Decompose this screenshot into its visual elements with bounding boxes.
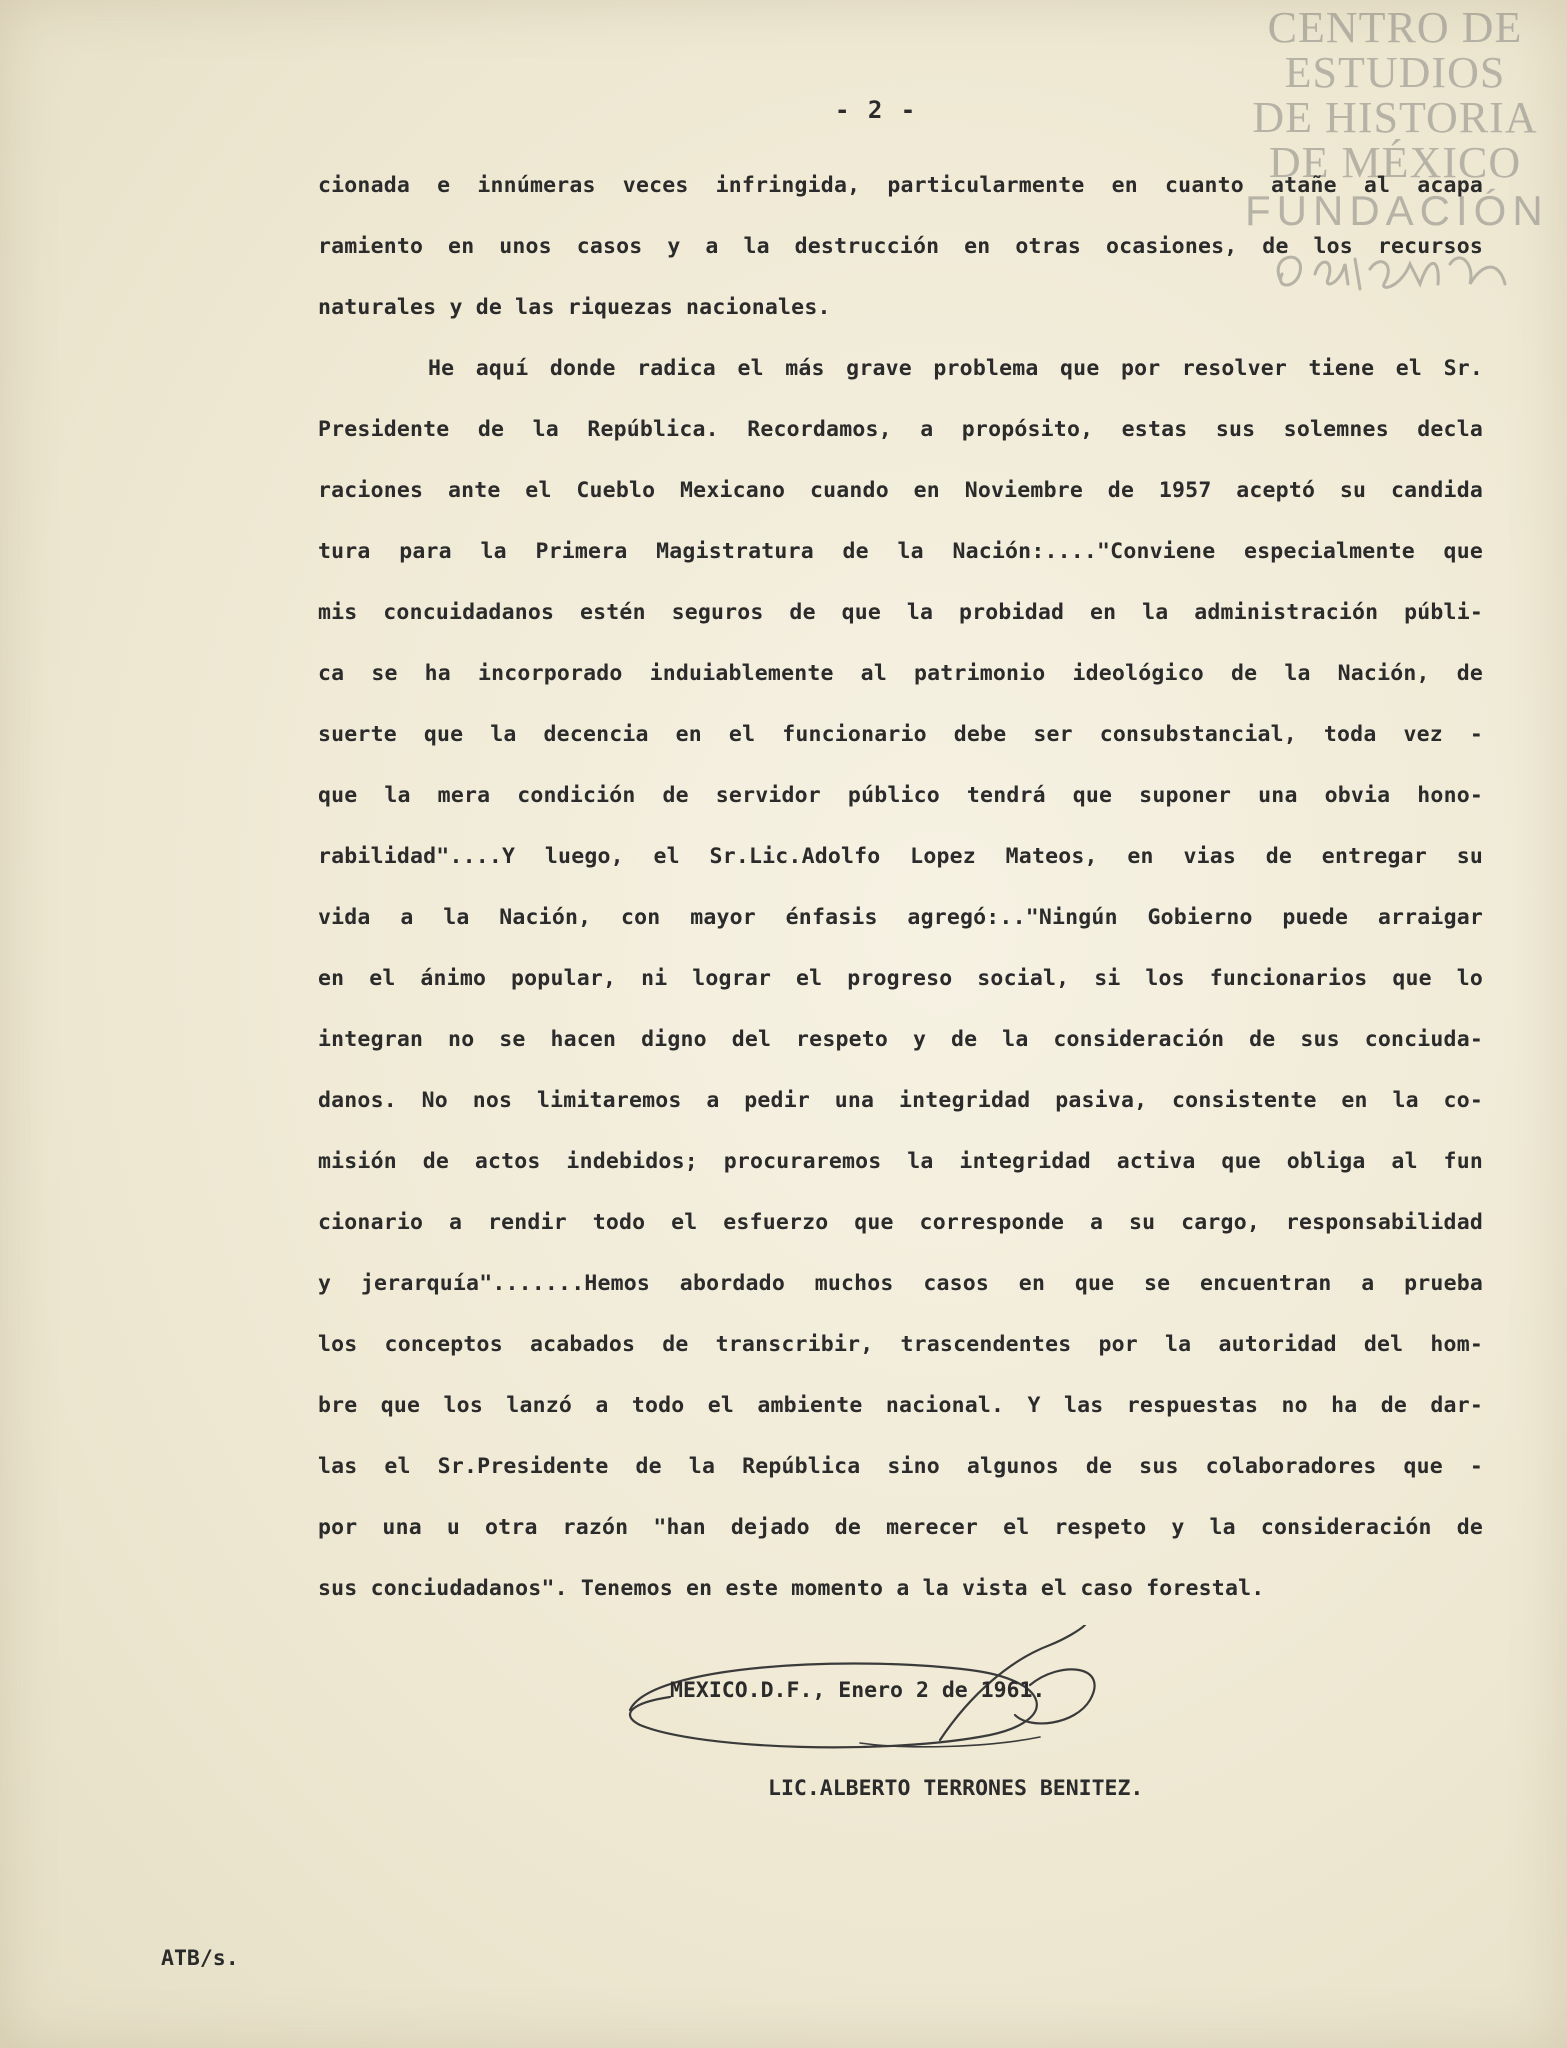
signatory-name: LIC.ALBERTO TERRONES BENITEZ. xyxy=(768,1776,1144,1801)
text-line: por una u otra razón "han dejado de merecer el respeto y la consideración de xyxy=(318,1515,1483,1540)
text-line: vida a la Nación, con mayor énfasis agregó:.."Ningún Gobierno puede arraigar xyxy=(318,905,1483,930)
text-line: bre que los lanzó a todo el ambiente nacional. Y las respuestas no ha de dar- xyxy=(318,1393,1483,1418)
text-line: raciones ante el Cueblo Mexicano cuando en Noviembre de 1957 aceptó su candida xyxy=(318,478,1483,503)
text-line: mis concuidadanos estén seguros de que la probidad en la administración públi- xyxy=(318,600,1483,625)
watermark-line: ESTUDIOS xyxy=(1284,47,1506,97)
text-line: He aquí donde radica el más grave problema que por resolver tiene el Sr. xyxy=(428,356,1483,381)
text-line: ca se ha incorporado induiablemente al patrimonio ideológico de la Nación, de xyxy=(318,661,1483,686)
text-line: Presidente de la República. Recordamos, a propósito, estas sus solemnes decla xyxy=(318,417,1483,442)
text-line: que la mera condición de servidor público tendrá que suponer una obvia hono- xyxy=(318,783,1483,808)
text-line: y jerarquía".......Hemos abordado muchos casos en que se encuentran a prueba xyxy=(318,1271,1483,1296)
text-line: suerte que la decencia en el funcionario debe ser consubstancial, toda vez - xyxy=(318,722,1483,747)
text-line: danos. No nos limitaremos a pedir una integridad pasiva, consistente en la co- xyxy=(318,1088,1483,1113)
text-line: naturales y de las riquezas nacionales. xyxy=(318,295,831,320)
text-line: cionario a rendir todo el esfuerzo que corresponde a su cargo, responsabilidad xyxy=(318,1210,1483,1235)
text-line: ramiento en unos casos y a la destrucción en otras ocasiones, de los recursos xyxy=(318,234,1483,259)
text-line: integran no se hacen digno del respeto y de la consideración de sus conciuda- xyxy=(318,1027,1483,1052)
place-date: MEXICO.D.F., Enero 2 de 1961. xyxy=(670,1678,1046,1703)
text-line: rabilidad"....Y luego, el Sr.Lic.Adolfo Lopez Mateos, en vias de entregar su xyxy=(318,844,1483,869)
watermark-line: FUNDACIÓN xyxy=(1245,186,1549,234)
watermark-line: CENTRO DE xyxy=(1267,3,1523,52)
text-line: las el Sr.Presidente de la República sino algunos de sus colaboradores que - xyxy=(318,1454,1483,1479)
text-line: misión de actos indebidos; procuraremos la integridad activa que obliga al fun xyxy=(318,1149,1483,1174)
page-number: - 2 - xyxy=(835,96,918,124)
closing-block xyxy=(670,1642,1143,1838)
typist-initials: ATB/s. xyxy=(161,1946,239,1971)
text-line: tura para la Primera Magistratura de la Nación:...."Conviene especialmente que xyxy=(318,539,1483,564)
watermark-line: DE HISTORIA xyxy=(1252,92,1538,142)
watermark-line: DE MÉXICO xyxy=(1268,137,1522,187)
text-line: los conceptos acabados de transcribir, trascendentes por la autoridad del hom- xyxy=(318,1332,1483,1357)
text-line: sus conciudadanos". Tenemos en este momento a la vista el caso forestal. xyxy=(318,1576,1265,1601)
text-line: en el ánimo popular, ni lograr el progreso social, si los funcionarios que lo xyxy=(318,966,1483,991)
document-body xyxy=(318,155,1483,1619)
text-line: cionada e innúmeras veces infringida, particularmente en cuanto atañe al acapa xyxy=(318,173,1483,198)
